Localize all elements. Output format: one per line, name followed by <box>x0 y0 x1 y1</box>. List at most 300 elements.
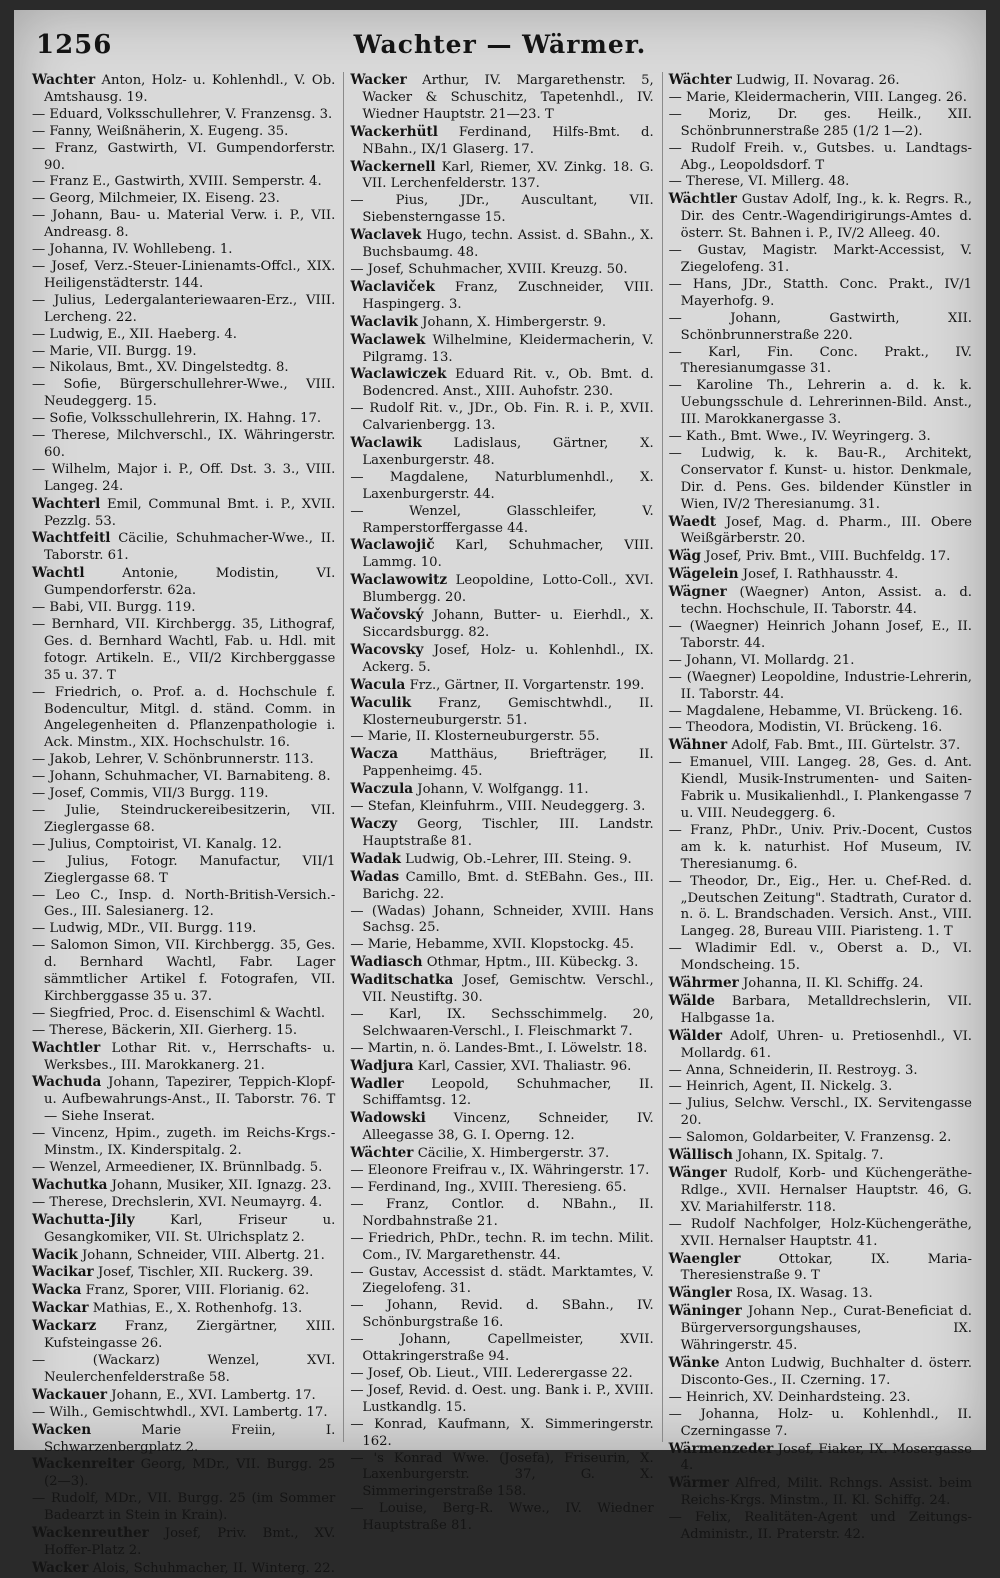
directory-entry <box>32 1074 335 1126</box>
entry-surname: Waclawek <box>350 331 426 348</box>
directory-entry <box>669 1165 972 1217</box>
entry-surname: Wachutka <box>32 1176 108 1193</box>
directory-entry <box>669 619 972 653</box>
directory-entry <box>669 1096 972 1130</box>
directory-entry <box>32 191 335 208</box>
entry-text: — Ferdinand, Ing., XVIII. Theresieng. 65. <box>350 1180 627 1195</box>
entry-text: Franz, Gemischtwhdl., II. Klosterneuburgerstr. 51. <box>362 695 654 728</box>
entry-text: — Karl, Fin. Conc. Prakt., IV. Theresianumgasse 31. <box>668 344 972 377</box>
entry-surname: Waengler <box>668 1250 741 1267</box>
entry-text: Johann, E., XVI. Lambertg. 17. <box>111 1387 316 1403</box>
entry-text: — Friedrich, o. Prof. a. d. Hochschule f. Bodencultur, Mitgl. d. ständ. Comm. in Angelegenheiten d. Pflanzenpathologie i. Ack. Minstm., XIX. Hochschulstr. 16. <box>32 684 336 751</box>
entry-text: Johann, X. Himbergerstr. 9. <box>422 314 607 330</box>
entry-text: Georg, Tischler, III. Landstr. Hauptstraße 81. <box>362 816 654 849</box>
directory-entry <box>350 1197 653 1231</box>
entry-surname: Wägelein <box>668 566 739 583</box>
directory-entry <box>350 851 653 869</box>
directory-entry <box>350 1041 653 1058</box>
entry-surname: Wacker <box>32 1559 89 1576</box>
entry-text: Gustav Adolf, Ing., k. k. Regrs. R., Dir. des Centr.-Wagendirigirungs-Amtes d. österr. St. Bahnen i. P., IV/2 Alleeg. 40. <box>680 192 972 242</box>
directory-entry <box>32 377 335 411</box>
entry-surname: Wacik <box>32 1246 78 1263</box>
entry-text: Othmar, Hptm., III. Kübeckg. 3. <box>426 955 639 971</box>
directory-entry <box>32 837 335 854</box>
entry-surname: Wacker <box>350 72 407 88</box>
directory-entry <box>32 1353 335 1387</box>
entry-text: — Friedrich, PhDr., techn. R. im techn. Milit. Com., IV. Margarethenstr. 44. <box>350 1230 654 1263</box>
directory-entry <box>32 1160 335 1177</box>
entry-text: Josef, Tischler, XII. Ruckerg. 39. <box>97 1265 314 1281</box>
directory-entry <box>32 174 335 191</box>
entry-surname: Wacken <box>32 1421 92 1438</box>
directory-entry <box>669 1510 972 1544</box>
directory-entry <box>669 1063 972 1080</box>
entry-text: Rudolf, Korb- und Küchengeräthe-Rdlge., XVII. Hernalser Hauptstr. 46, G. XV. Mariahilferstr. 118. <box>680 1166 972 1215</box>
directory-entry <box>350 904 653 938</box>
directory-entry <box>669 1130 972 1147</box>
entry-text: — Johann, Schuhmacher, VI. Barnabiteng. 8. <box>32 769 331 785</box>
entry-surname: Wacovsky <box>350 641 424 658</box>
entry-text: Josef, Priv. Bmt., VIII. Buchfeldg. 17. <box>705 549 951 565</box>
directory-entry <box>669 1303 972 1355</box>
entry-text: — Heinrich, XV. Deinhardsteing. 23. <box>668 1389 911 1405</box>
entry-surname: Währmer <box>668 975 739 992</box>
column-3 <box>662 72 972 1543</box>
entry-text: — Josef, Verz.-Steuer-Linienamts-Offcl., XIX. Heiligenstädterstr. 144. <box>32 258 336 291</box>
directory-entry <box>669 1251 972 1286</box>
directory-entry <box>32 496 335 531</box>
directory-entry <box>32 786 335 803</box>
entry-text: Leopoldine, Lotto-Coll., XVI. Blumbergg. 20. <box>362 573 654 606</box>
directory-entry <box>32 617 335 685</box>
entry-text: — Therese, Drechslerin, XVI. Neumayrg. 4. <box>32 1194 323 1210</box>
directory-entry <box>669 566 972 584</box>
directory-entry <box>350 799 653 816</box>
directory-entry <box>669 755 972 823</box>
entry-text: Camillo, Bmt. d. StEBahn. Ges., III. Barichg. 22. <box>362 869 654 902</box>
entry-text: — Magdalene, Hebamme, VI. Brückeng. 16. <box>668 703 963 719</box>
entry-surname: Wärmenzeder <box>668 1440 774 1457</box>
entry-text: — Babi, VII. Burgg. 119. <box>32 600 196 616</box>
directory-entry <box>350 781 653 799</box>
entry-text: Josef, I. Rathhausstr. 4. <box>742 567 899 583</box>
entry-text: — Anna, Schneiderin, II. Restroyg. 3. <box>668 1062 918 1078</box>
entry-surname: Wadler <box>350 1075 404 1092</box>
column-2 <box>343 72 654 1534</box>
entry-text: Frz., Gärtner, II. Vorgartenstr. 199. <box>409 677 645 693</box>
entry-text: Alois, Schuhmacher, II. Winterg. 22. <box>92 1560 335 1576</box>
entry-text: Karl, Riemer, XV. Zinkg. 18. G. VII. Lerchenfelderstr. 137. <box>362 159 654 192</box>
directory-entry <box>350 1332 653 1366</box>
entry-text: — Julius, Fotogr. Manufactur, VII/1 Zieglergasse 68. T <box>32 853 336 886</box>
entry-text: Johann, Butter- u. Eierhdl., X. Siccardsburgg. 82. <box>362 608 654 640</box>
entry-surname: Wackar <box>32 1300 89 1317</box>
entry-text: Ferdinand, Hilfs-Bmt. d. NBahn., IX/1 Glaserg. 17. <box>362 124 654 157</box>
entry-text: — Rudolf Rit. v., JDr., Ob. Fin. R. i. P., XVII. Calvarienbergg. 13. <box>350 401 654 434</box>
entry-surname: Waclawojič <box>350 537 435 554</box>
entry-surname: Wacka <box>32 1282 82 1299</box>
entry-text: Wilhelmine, Kleidermacherin, V. Pilgramg. 13. <box>362 332 654 365</box>
directory-entry <box>350 314 653 332</box>
directory-entry <box>32 1525 335 1560</box>
directory-entry <box>350 401 653 435</box>
directory-entry <box>32 242 335 259</box>
directory-entry <box>669 1147 972 1165</box>
directory-entry <box>669 345 972 379</box>
entry-text: — Wilhelm, Major i. P., Off. Dst. 3. 3., VIII. Langeg. 24. <box>32 461 336 494</box>
directory-entry <box>32 1264 335 1282</box>
entry-surname: Waclawiczek <box>350 366 447 383</box>
entry-text: — Theodor, Dr., Eig., Her. u. Chef-Red. d. „Deutschen Zeitung". Stadtrath, Curator d. n. ö. L. Brandschaden. Versich. Anst., VIII. Langeg. 28, Bureau VIII. Piaristeng. 1. T <box>668 873 972 940</box>
entry-text: — Magdalene, Naturblumenhdl., X. Laxenburgerstr. 44. <box>350 469 654 502</box>
entry-text: Anton Ludwig, Buchhalter d. österr. Disconto-Ges., II. Czerning. 17. <box>680 1355 972 1388</box>
entry-text: — Julius, Ledergalanteriewaaren-Erz., VIII. Lercheng. 22. <box>32 292 336 325</box>
columns <box>32 72 972 1576</box>
entry-surname: Wächter <box>668 72 732 88</box>
entry-text: — Julius, Selchw. Verschl., IX. Servitengasse 20. <box>668 1096 972 1129</box>
directory-entry <box>350 366 653 401</box>
directory-entry <box>350 607 653 642</box>
directory-entry <box>669 704 972 721</box>
entry-text: — Rudolf, MDr., VII. Burgg. 25 (im Sommer Badearzt in Stein in Krain). <box>32 1491 336 1524</box>
directory-entry <box>32 1212 335 1247</box>
directory-entry <box>32 1491 335 1525</box>
directory-entry <box>669 584 972 619</box>
entry-text: Arthur, IV. Margarethenstr. 5, Wacker & Schuschitz, Tapetenhdl., IV. Wiedner Hauptstr. 21—23. T <box>362 73 654 122</box>
directory-entry <box>32 685 335 753</box>
entry-surname: Wadjura <box>350 1057 414 1074</box>
entry-surname: Wäninger <box>668 1303 742 1320</box>
entry-surname: Waclawowitz <box>350 572 448 589</box>
directory-entry <box>350 642 653 677</box>
entry-surname: Wächter <box>350 1145 414 1162</box>
entry-surname: Wadak <box>350 850 401 867</box>
directory-entry <box>32 600 335 617</box>
directory-entry <box>32 1405 335 1422</box>
directory-entry <box>350 1366 653 1383</box>
entry-text: — Hans, JDr., Statth. Conc. Prakt., IV/1 Mayerhofg. 9. <box>668 276 972 309</box>
directory-entry <box>350 159 653 194</box>
directory-entry <box>32 107 335 124</box>
directory-entry <box>669 141 972 175</box>
entry-text: Adolf, Uhren- u. Pretiosenhdl., VI. Mollardg. 61. <box>680 1028 972 1061</box>
directory-entry <box>350 1163 653 1180</box>
entry-surname: Wachter <box>32 72 96 88</box>
entry-text: Karl, Cassier, XVI. Thaliastr. 96. <box>417 1058 632 1074</box>
page-number: 1256 <box>36 30 113 60</box>
entry-text: — (Waegner) Leopoldine, Industrie-Lehrerin, II. Taborstr. 44. <box>668 669 972 702</box>
entry-surname: Wackauer <box>32 1386 108 1403</box>
directory-entry <box>669 446 972 514</box>
running-title: Wachter — Wärmer. <box>353 30 647 59</box>
entry-text: — Martin, n. ö. Landes-Bmt., I. Löwelstr. 18. <box>350 1040 648 1056</box>
entry-surname: Wackerhütl <box>350 123 438 140</box>
directory-entry <box>669 174 972 191</box>
entry-text: — Pius, JDr., Auscultant, VII. Siebensterngasse 15. <box>350 193 654 226</box>
directory-entry <box>350 954 653 972</box>
entry-text: — Wilh., Gemischtwhdl., XVI. Lambertg. 17. <box>32 1404 328 1420</box>
directory-entry <box>669 1079 972 1096</box>
entry-surname: Wačovský <box>350 607 424 624</box>
directory-entry <box>669 72 972 90</box>
directory-entry <box>669 941 972 975</box>
directory-entry <box>32 752 335 769</box>
directory-entry <box>350 729 653 746</box>
directory-entry <box>32 360 335 377</box>
directory-entry <box>669 823 972 874</box>
entry-text: — Theodora, Modistin, VI. Brückeng. 16. <box>668 720 943 736</box>
entry-text: — Sofie, Volksschullehrerin, IX. Hahng. 17. <box>32 411 322 427</box>
entry-text: Josef, Mag. d. Pharm., III. Obere Weißgärberstr. 20. <box>680 514 972 547</box>
directory-entry <box>32 530 335 565</box>
directory-entry <box>669 1028 972 1063</box>
directory-entry <box>669 243 972 277</box>
entry-text: Franz, Sporer, VIII. Florianig. 62. <box>85 1283 310 1299</box>
directory-entry <box>350 1383 653 1417</box>
entry-text: — (Wadas) Johann, Schneider, XVIII. Hans Sachsg. 25. <box>350 903 654 936</box>
directory-entry <box>669 670 972 704</box>
entry-surname: Wachterl <box>32 495 101 512</box>
entry-text: Antonie, Modistin, VI. Gumpendorferstr. 62a. <box>44 566 336 599</box>
directory-entry <box>669 90 972 107</box>
entry-text: — Gustav, Accessist d. städt. Marktamtes, V. Ziegelofeng. 31. <box>350 1264 654 1297</box>
entry-text: Vincenz, Schneider, IV. Alleegasse 38, G. I. Operng. 12. <box>362 1111 654 1144</box>
directory-entry <box>350 1265 653 1299</box>
entry-text: — Ludwig, k. k. Bau-R., Architekt, Conservator f. Kunst- u. histor. Denkmale, Dir. d. Pens. Ges. bildender Künstler in Wien, IV/2 Theresianumg. 31. <box>668 445 972 512</box>
entry-text: — Sofie, Bürgerschullehrer-Wwe., VIII. Neudeggerg. 15. <box>32 377 336 410</box>
entry-text: Johann, IX. Spitalg. 7. <box>737 1148 884 1164</box>
directory-entry <box>32 1177 335 1195</box>
directory-entry <box>32 1422 335 1457</box>
entry-surname: Waczy <box>350 815 398 832</box>
entry-surname: Wadas <box>350 868 400 885</box>
entry-text: — Josef, Commis, VII/3 Burgg. 119. <box>32 786 269 802</box>
entry-surname: Waditschatka <box>350 972 454 989</box>
entry-surname: Wackarz <box>32 1318 97 1335</box>
directory-entry <box>669 1390 972 1407</box>
entry-text: — Jakob, Lehrer, V. Schönbrunnerstr. 113. <box>32 752 314 768</box>
directory-entry <box>669 720 972 737</box>
entry-text: Marie Freiin, I. Schwarzenbergplatz 2. <box>44 1422 336 1455</box>
entry-text: Johanna, II. Kl. Schiffg. 24. <box>743 976 924 992</box>
entry-text: — Ludwig, E., XII. Haeberg. 4. <box>32 326 237 342</box>
entry-text: — Nikolaus, Bmt., XV. Dingelstedtg. 8. <box>32 360 289 376</box>
directory-entry <box>32 565 335 600</box>
entry-surname: Wänke <box>668 1354 720 1371</box>
entry-text: — Louise, Berg-R. Wwe., IV. Wiedner Hauptstraße 81. <box>350 1501 654 1534</box>
entry-text: — Johann, Capellmeister, XVII. Ottakringerstraße 94. <box>350 1332 654 1365</box>
entry-surname: Wängler <box>668 1285 732 1302</box>
entry-text: Alfred, Milit. Rchngs. Assist. beim Reichs-Krgs. Minstm., II. Kl. Schiffg. 24. <box>680 1476 972 1509</box>
entry-text: — Moriz, Dr. ges. Heilk., XII. Schönbrunnerstraße 285 (1/2 1—2). <box>668 106 972 139</box>
directory-entry <box>350 193 653 227</box>
entry-text: — Rudolf Freih. v., Gutsbes. u. Landtags-Abg., Leopoldsdorf. T <box>668 140 972 173</box>
directory-entry <box>350 1417 653 1451</box>
entry-surname: Wadowski <box>350 1110 426 1127</box>
directory-entry <box>350 227 653 262</box>
directory-entry <box>350 1007 653 1041</box>
directory-entry <box>350 332 653 367</box>
entry-surname: Wärmer <box>668 1475 729 1492</box>
entry-text: — (Wackarz) Wenzel, XVI. Neulerchenfelderstraße 58. <box>32 1352 336 1385</box>
directory-entry <box>669 1475 972 1510</box>
entry-text: Karl, Schuhmacher, VIII. Lammg. 10. <box>362 538 654 571</box>
entry-surname: Wälde <box>668 992 715 1009</box>
entry-text: — Johann, Bau- u. Material Verw. i. P., VII. Andreasg. 8. <box>32 208 336 241</box>
entry-text: Ladislaus, Gärtner, X. Laxenburgerstr. 48. <box>362 436 654 468</box>
entry-text: Johann, Musiker, XII. Ignazg. 23. <box>111 1177 332 1193</box>
directory-entry <box>669 874 972 942</box>
directory-entry <box>32 428 335 462</box>
entry-text: — Rudolf Nachfolger, Holz-Küchengeräthe, XVII. Hernalser Hauptstr. 41. <box>668 1216 972 1249</box>
entry-text: — Leo C., Insp. d. North-British-Versich.-Ges., III. Salesianerg. 12. <box>32 887 336 920</box>
entry-text: — Marie, II. Klosterneuburgerstr. 55. <box>350 729 600 745</box>
entry-text: Johann Nep., Curat-Beneficiat d. Bürgerversorgungshauses, IX. Währingerstr. 45. <box>680 1304 972 1354</box>
directory-entry <box>32 72 335 107</box>
directory-entry <box>669 277 972 311</box>
entry-text: Johann, V. Wolfgangg. 11. <box>417 782 589 798</box>
directory-entry <box>350 1451 653 1502</box>
directory-entry <box>350 72 653 124</box>
entry-text: — Johann, Gastwirth, XII. Schönbrunnerstraße 220. <box>668 310 972 343</box>
directory-entry <box>32 1247 335 1265</box>
entry-text: Emil, Communal Bmt. i. P., XVII. Pezzlg. 53. <box>44 496 336 529</box>
entry-surname: Wächtler <box>668 191 737 208</box>
directory-entry <box>350 1110 653 1145</box>
entry-text: — Franz, Contlor. d. NBahn., II. Nordbahnstraße 21. <box>350 1196 654 1229</box>
entry-text: Josef, Fiaker, IX. Mosergasse 4. <box>680 1441 972 1474</box>
entry-text: Eduard Rit. v., Ob. Bmt. d. Bodencred. Anst., XIII. Auhofstr. 230. <box>362 367 654 400</box>
entry-text: — Vincenz, Hpim., zugeth. im Reichs-Krgs.-Minstm., IX. Kinderspitalg. 2. <box>32 1126 336 1159</box>
directory-entry <box>32 1456 335 1491</box>
directory-entry <box>350 869 653 904</box>
entry-text: Ludwig, II. Novarag. 26. <box>736 73 900 88</box>
directory-entry <box>669 653 972 670</box>
directory-entry <box>32 803 335 837</box>
entry-surname: Wadiasch <box>350 954 423 971</box>
entry-text: — Georg, Milchmeier, IX. Eiseng. 23. <box>32 191 280 207</box>
entry-text: — Marie, Kleidermacherin, VIII. Langeg. 26. <box>668 89 967 105</box>
entry-text: — Therese, Milchverschl., IX. Währingerstr. 60. <box>32 428 336 460</box>
directory-entry <box>32 1318 335 1353</box>
directory-entry <box>669 311 972 345</box>
entry-text: Anton, Holz- u. Kohlenhdl., V. Ob. Amtshausg. 19. <box>44 73 336 105</box>
entry-surname: Waclavik <box>350 313 418 330</box>
entry-text: Johann, Tapezirer, Teppich-Klopf- u. Aufbewahrungs-Anst., II. Taborstr. 76. T — Siehe Inserat. <box>44 1075 336 1125</box>
entry-surname: Waclawik <box>350 435 422 452</box>
entry-text: — 's Konrad Wwe. (Josefa), Friseurin, X. Laxenburgerstr. 37, G. X. Simmeringerstraße 158. <box>350 1450 654 1500</box>
directory-entry <box>669 993 972 1028</box>
directory-entry <box>32 1387 335 1405</box>
entry-text: — Josef, Ob. Lieut., VIII. Lederergasse 22. <box>350 1365 633 1381</box>
entry-text: Leopold, Schuhmacher, II. Schiffamtsg. 12. <box>362 1076 654 1109</box>
directory-entry <box>669 737 972 755</box>
entry-text: — Bernhard, VII. Kirchbergg. 35, Lithograf, Ges. d. Bernhard Wachtl, Fab. u. Hdl. mit fotogr. Artikeln. E., VII/2 Kirchberggasse 35 u. 37. T <box>32 617 336 683</box>
entry-surname: Waclaviček <box>350 278 435 295</box>
entry-surname: Wällisch <box>668 1147 733 1164</box>
directory-entry <box>350 470 653 504</box>
directory-entry <box>350 937 653 954</box>
entry-text: Mathias, E., X. Rothenhofg. 13. <box>92 1301 303 1317</box>
directory-entry <box>32 124 335 141</box>
entry-text: Adolf, Fab. Bmt., III. Gürtelstr. 37. <box>731 738 961 754</box>
entry-text: — Josef, Schuhmacher, XVIII. Kreuzg. 50. <box>350 261 628 277</box>
entry-surname: Wackernell <box>350 158 436 175</box>
entry-text: Johann, Schneider, VIII. Albertg. 21. <box>81 1247 325 1263</box>
directory-entry <box>350 435 653 470</box>
entry-text: Hugo, techn. Assist. d. SBahn., X. Buchsbaumg. 48. <box>362 228 654 261</box>
entry-text: — Karl, IX. Sechsschimmelg. 20, Selchwaaren-Verschl., I. Fleischmarkt 7. <box>350 1006 654 1039</box>
entry-text: — Johann, VI. Mollardg. 21. <box>668 652 855 668</box>
directory-entry <box>669 1355 972 1390</box>
directory-entry <box>669 1441 972 1476</box>
entry-text: Barbara, Metalldrechslerin, VII. Halbgasse 1a. <box>680 993 972 1026</box>
directory-entry <box>32 921 335 938</box>
entry-text: Cäcilie, Schuhmacher-Wwe., II. Taborstr. 61. <box>44 531 336 564</box>
directory-entry <box>32 1023 335 1040</box>
entry-text: — Marie, VII. Burgg. 19. <box>32 343 197 359</box>
entry-surname: Wähner <box>668 737 728 754</box>
entry-text: — Felix, Realitäten-Agent und Zeitungs-Administr., II. Praterstr. 42. <box>668 1510 972 1543</box>
directory-entry <box>669 1217 972 1251</box>
entry-surname: Wacza <box>350 746 399 763</box>
entry-text: — (Waegner) Heinrich Johann Josef, E., II. Taborstr. 44. <box>668 619 972 651</box>
directory-entry <box>32 462 335 496</box>
directory-entry <box>32 344 335 361</box>
entry-surname: Wänger <box>668 1165 727 1181</box>
entry-text: — Ludwig, MDr., VII. Burgg. 119. <box>32 921 257 937</box>
entry-surname: Waczula <box>350 781 414 798</box>
directory-entry <box>350 572 653 607</box>
directory-entry <box>32 208 335 242</box>
entry-text: (Waegner) Anton, Assist. a. d. techn. Hochschule, II. Taborstr. 44. <box>680 585 972 618</box>
entry-text: — Therese, Bäckerin, XII. Gierherg. 15. <box>32 1022 298 1038</box>
entry-text: Cäcilie, X. Himbergerstr. 37. <box>417 1146 610 1162</box>
entry-text: — Karoline Th., Lehrerin a. d. k. k. Uebungsschule d. Lehrerinnen-Bild. Anst., III. Marokkanergasse 3. <box>668 378 972 428</box>
directory-entry <box>350 262 653 279</box>
entry-text: — Johanna, Holz- u. Kohlenhdl., II. Czerningasse 7. <box>668 1406 972 1439</box>
directory-entry <box>350 972 653 1007</box>
entry-text: — Josef, Revid. d. Oest. ung. Bank i. P., XVIII. Lustkandlg. 15. <box>350 1382 654 1415</box>
directory-entry <box>32 1126 335 1160</box>
directory-entry <box>350 677 653 695</box>
directory-entry <box>350 1180 653 1197</box>
entry-text: Josef, Gemischtw. Verschl., VII. Neustiftg. 30. <box>362 973 654 1006</box>
directory-entry <box>350 1231 653 1265</box>
directory-entry <box>669 1285 972 1303</box>
entry-text: Ludwig, Ob.-Lehrer, III. Steing. 9. <box>405 851 632 867</box>
directory-entry <box>350 746 653 781</box>
entry-text: — Emanuel, VIII. Langeg. 28, Ges. d. Ant. Kiendl, Musik-Instrumenten- und Saiten-Fabrik u. Musikalienhdl., I. Plankengasse 7 u. VIII. Neudeggerg. 6. <box>668 755 972 821</box>
column-1 <box>32 72 336 1576</box>
entry-surname: Wäg <box>668 548 702 565</box>
directory-entry <box>32 327 335 344</box>
directory-entry <box>32 1282 335 1300</box>
directory-entry <box>669 514 972 549</box>
directory-entry <box>32 411 335 428</box>
entry-surname: Wachtfeitl <box>32 530 111 547</box>
entry-surname: Wägner <box>668 584 727 601</box>
entry-text: — Kath., Bmt. Wwe., IV. Weyringerg. 3. <box>668 429 931 445</box>
directory-entry <box>32 1195 335 1212</box>
directory-entry <box>32 1040 335 1075</box>
entry-surname: Wachtl <box>32 565 85 582</box>
entry-text: — Wladimir Edl. v., Oberst a. D., VI. Mondscheing. 15. <box>668 941 972 974</box>
directory-entry <box>350 1501 653 1535</box>
entry-text: — Salomon Simon, VII. Kirchbergg. 35, Ges. d. Bernhard Wachtl, Fabr. Lager sämmtlicher Artikel f. Fotografen, VII. Kirchberggasse 35 u. 37. <box>32 938 336 1004</box>
directory-entry <box>669 107 972 141</box>
entry-text: — Franz, Gastwirth, VI. Gumpendorferstr. 90. <box>32 140 336 173</box>
